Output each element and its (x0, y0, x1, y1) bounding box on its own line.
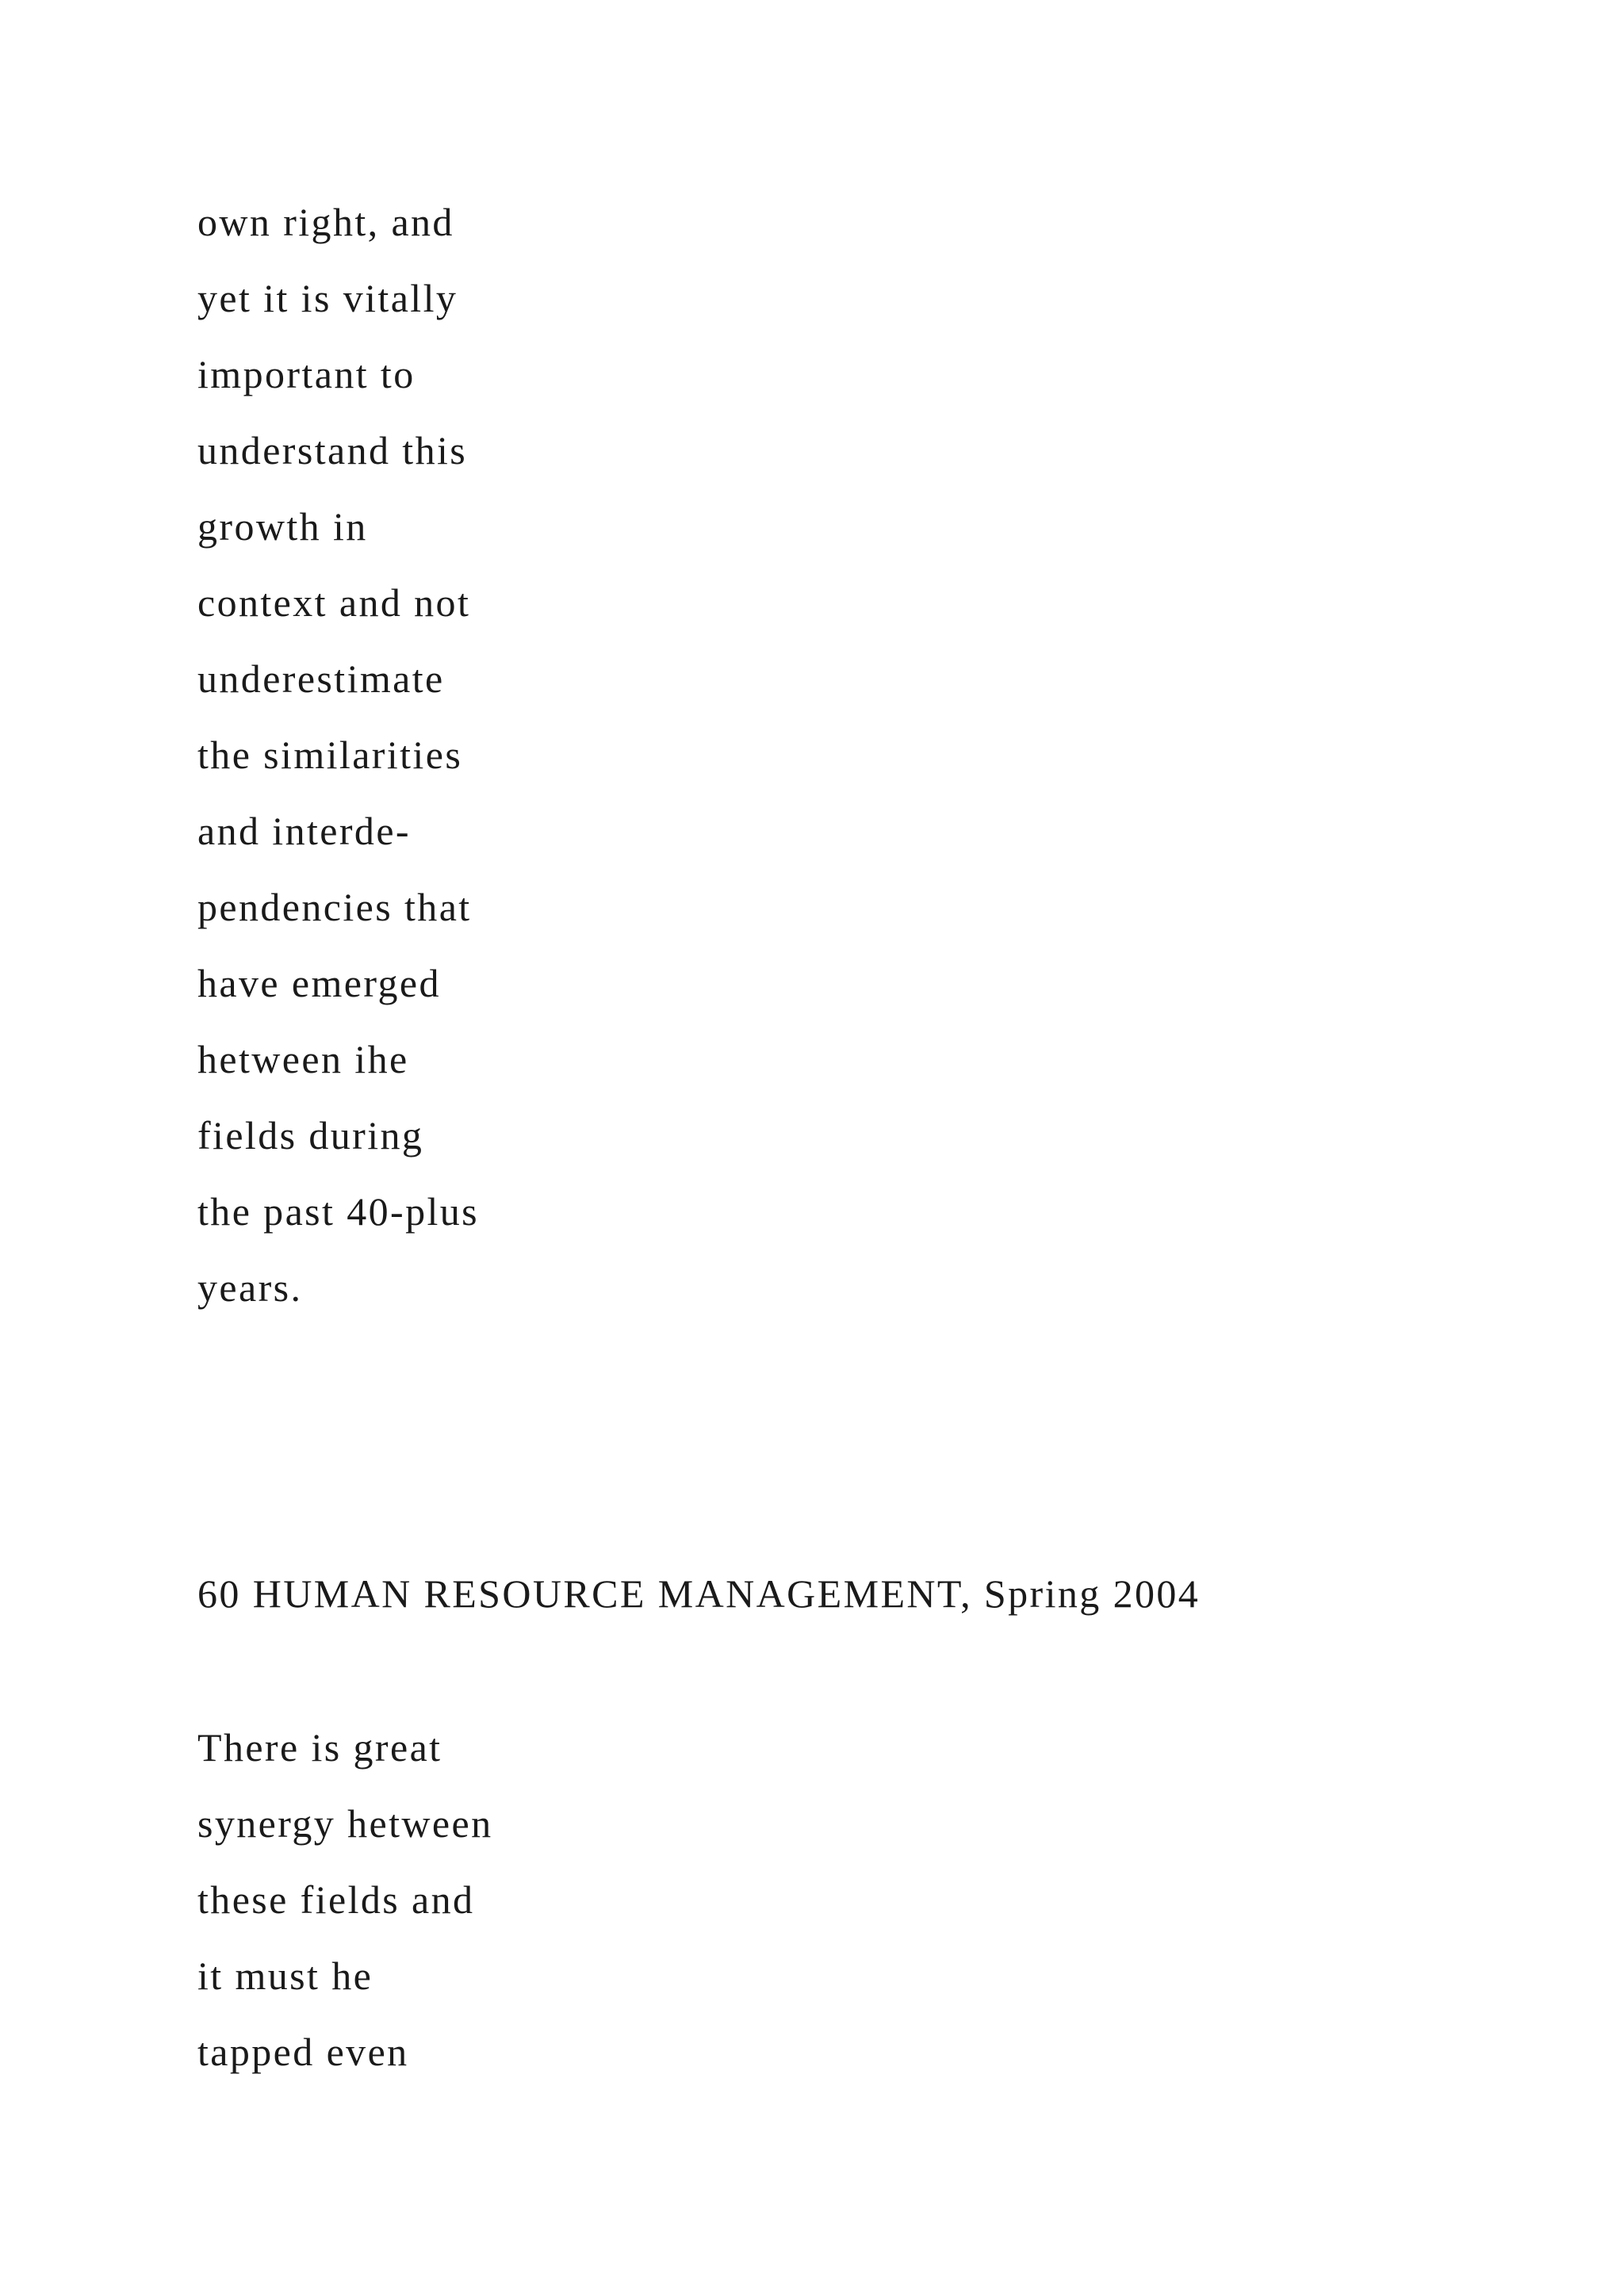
text-line: yet it is vitally (197, 276, 458, 320)
running-header: 60 HUMAN RESOURCE MANAGEMENT, Spring 2004 (197, 1571, 1201, 1616)
text-line: own right, and (197, 200, 454, 244)
text-line: important to (197, 352, 416, 396)
text-line: fields during (197, 1113, 424, 1158)
text-line: the past 40-plus (197, 1189, 480, 1234)
text-line: synergy hetween (197, 1801, 493, 1846)
text-column-paragraph-2 (197, 1709, 492, 2090)
text-line: context and not (197, 580, 471, 625)
text-line: growth in (197, 504, 368, 549)
text-line: understand this (197, 428, 468, 473)
text-line: it must he (197, 1954, 373, 1998)
text-line: the similarities (197, 733, 463, 777)
text-line: pendencies that (197, 885, 472, 929)
text-line: these fields and (197, 1877, 475, 1922)
text-line: tapped even (197, 2030, 409, 2074)
text-line: years. (197, 1265, 303, 1310)
text-line: have emerged (197, 961, 441, 1005)
text-column-paragraph-1 (197, 184, 479, 1326)
text-line: hetween ihe (197, 1037, 409, 1081)
text-line: and interde- (197, 809, 411, 853)
text-line: underestimate (197, 656, 445, 701)
text-line: There is great (197, 1725, 442, 1770)
